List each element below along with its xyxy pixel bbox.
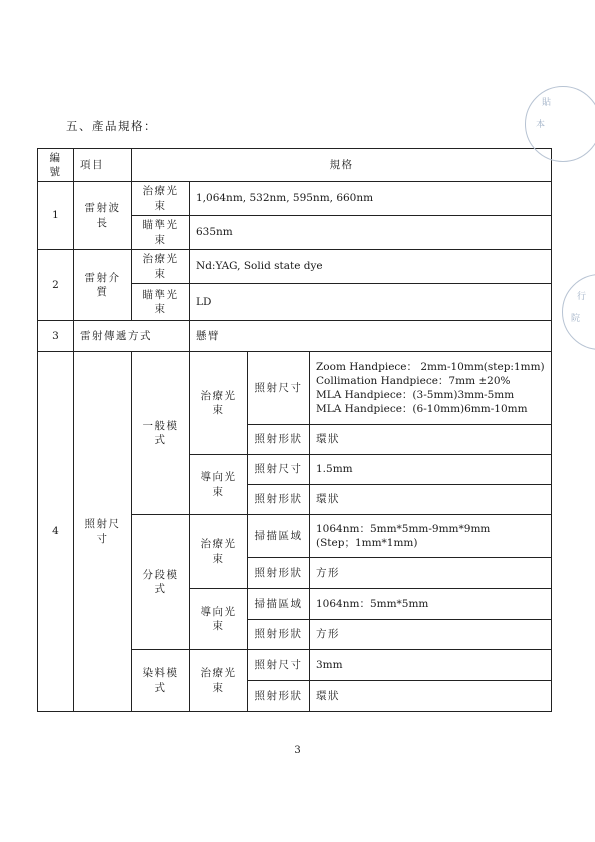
segment-mode-label: 分段模式 [132, 515, 190, 650]
row2-no: 2 [38, 250, 74, 321]
row1-aiming-value: 635nm [190, 216, 552, 250]
size-line: Zoom Handpiece： 2mm-10mm(step:1mm) [316, 360, 545, 373]
general-treatment-shape-label: 照射形狀 [248, 425, 310, 455]
row1-no: 1 [38, 182, 74, 250]
row4-item: 照射尺寸 [74, 352, 132, 712]
section-heading: 五、產品規格： [66, 119, 157, 133]
stamp-char: 貼 [542, 98, 552, 108]
general-treatment-label: 治療光束 [190, 352, 248, 455]
dye-treatment-shape-value: 環狀 [310, 681, 552, 712]
general-guide-shape-label: 照射形狀 [248, 485, 310, 515]
row3-item: 雷射傳遞方式 [74, 321, 190, 352]
segment-treatment-shape-value: 方形 [310, 558, 552, 589]
segment-treatment-shape-label: 照射形狀 [248, 558, 310, 589]
segment-guide-area-value: 1064nm：5mm*5mm [310, 589, 552, 620]
segment-guide-label: 導向光束 [190, 589, 248, 650]
general-treatment-shape-value: 環狀 [310, 425, 552, 455]
row1-treatment-value: 1,064nm, 532nm, 595nm, 660nm [190, 182, 552, 216]
dye-treatment-label: 治療光束 [190, 650, 248, 712]
table-row [38, 182, 552, 216]
seal-stamp-icon [562, 274, 595, 350]
segment-treatment-label: 治療光束 [190, 515, 248, 589]
row1-treatment-label: 治療光束 [132, 182, 190, 216]
size-line: MLA Handpiece：(6-10mm)6mm-10mm [316, 403, 528, 416]
header-spec: 規格 [132, 149, 552, 182]
stamp-char: 本 [536, 120, 546, 130]
row2-treatment-label: 治療光束 [132, 250, 190, 284]
general-guide-size-label: 照射尺寸 [248, 455, 310, 485]
table-row [38, 250, 552, 284]
page-number: 3 [294, 745, 301, 756]
dye-treatment-shape-label: 照射形狀 [248, 681, 310, 712]
segment-treatment-area-label: 掃描區域 [248, 515, 310, 558]
segment-guide-area-label: 掃描區域 [248, 589, 310, 620]
header-no: 編號 [38, 149, 74, 182]
dye-mode-label: 染料模式 [132, 650, 190, 712]
segment-guide-shape-label: 照射形狀 [248, 620, 310, 650]
general-treatment-size-value [310, 352, 552, 425]
size-line: MLA Handpiece：(3-5mm)3mm-5mm [316, 389, 515, 401]
table-row [38, 352, 552, 425]
row1-item: 雷射波長 [74, 182, 132, 250]
table-row [38, 321, 552, 352]
row4-no: 4 [38, 352, 74, 712]
seal-stamp-icon [525, 86, 595, 162]
general-mode-label: 一般模式 [132, 352, 190, 515]
area-line: 1064nm：5mm*5mm-9mm*9mm [316, 522, 491, 535]
row1-aiming-label: 瞄準光束 [132, 216, 190, 250]
row2-treatment-value: Nd:YAG, Solid state dye [190, 250, 552, 284]
row3-value: 懸臂 [190, 321, 552, 352]
size-line: Collimation Handpiece：7mm ±20% [316, 374, 511, 387]
general-guide-label: 導向光束 [190, 455, 248, 515]
general-treatment-size-label: 照射尺寸 [248, 352, 310, 425]
segment-treatment-area-value [310, 515, 552, 558]
row2-aiming-value: LD [190, 284, 552, 321]
general-guide-size-value: 1.5mm [310, 455, 552, 485]
stamp-char: 行 [577, 292, 587, 302]
row3-no: 3 [38, 321, 74, 352]
general-guide-shape-value: 環狀 [310, 485, 552, 515]
segment-guide-shape-value: 方形 [310, 620, 552, 650]
stamp-char: 院 [571, 314, 581, 324]
row2-aiming-label: 瞄準光束 [132, 284, 190, 321]
row2-item: 雷射介質 [74, 250, 132, 321]
area-line: (Step；1mm*1mm) [316, 537, 418, 549]
table-header-row [38, 149, 552, 182]
product-spec-table [37, 148, 552, 712]
dye-treatment-size-value: 3mm [310, 650, 552, 681]
dye-treatment-size-label: 照射尺寸 [248, 650, 310, 681]
header-item: 項目 [74, 149, 132, 182]
